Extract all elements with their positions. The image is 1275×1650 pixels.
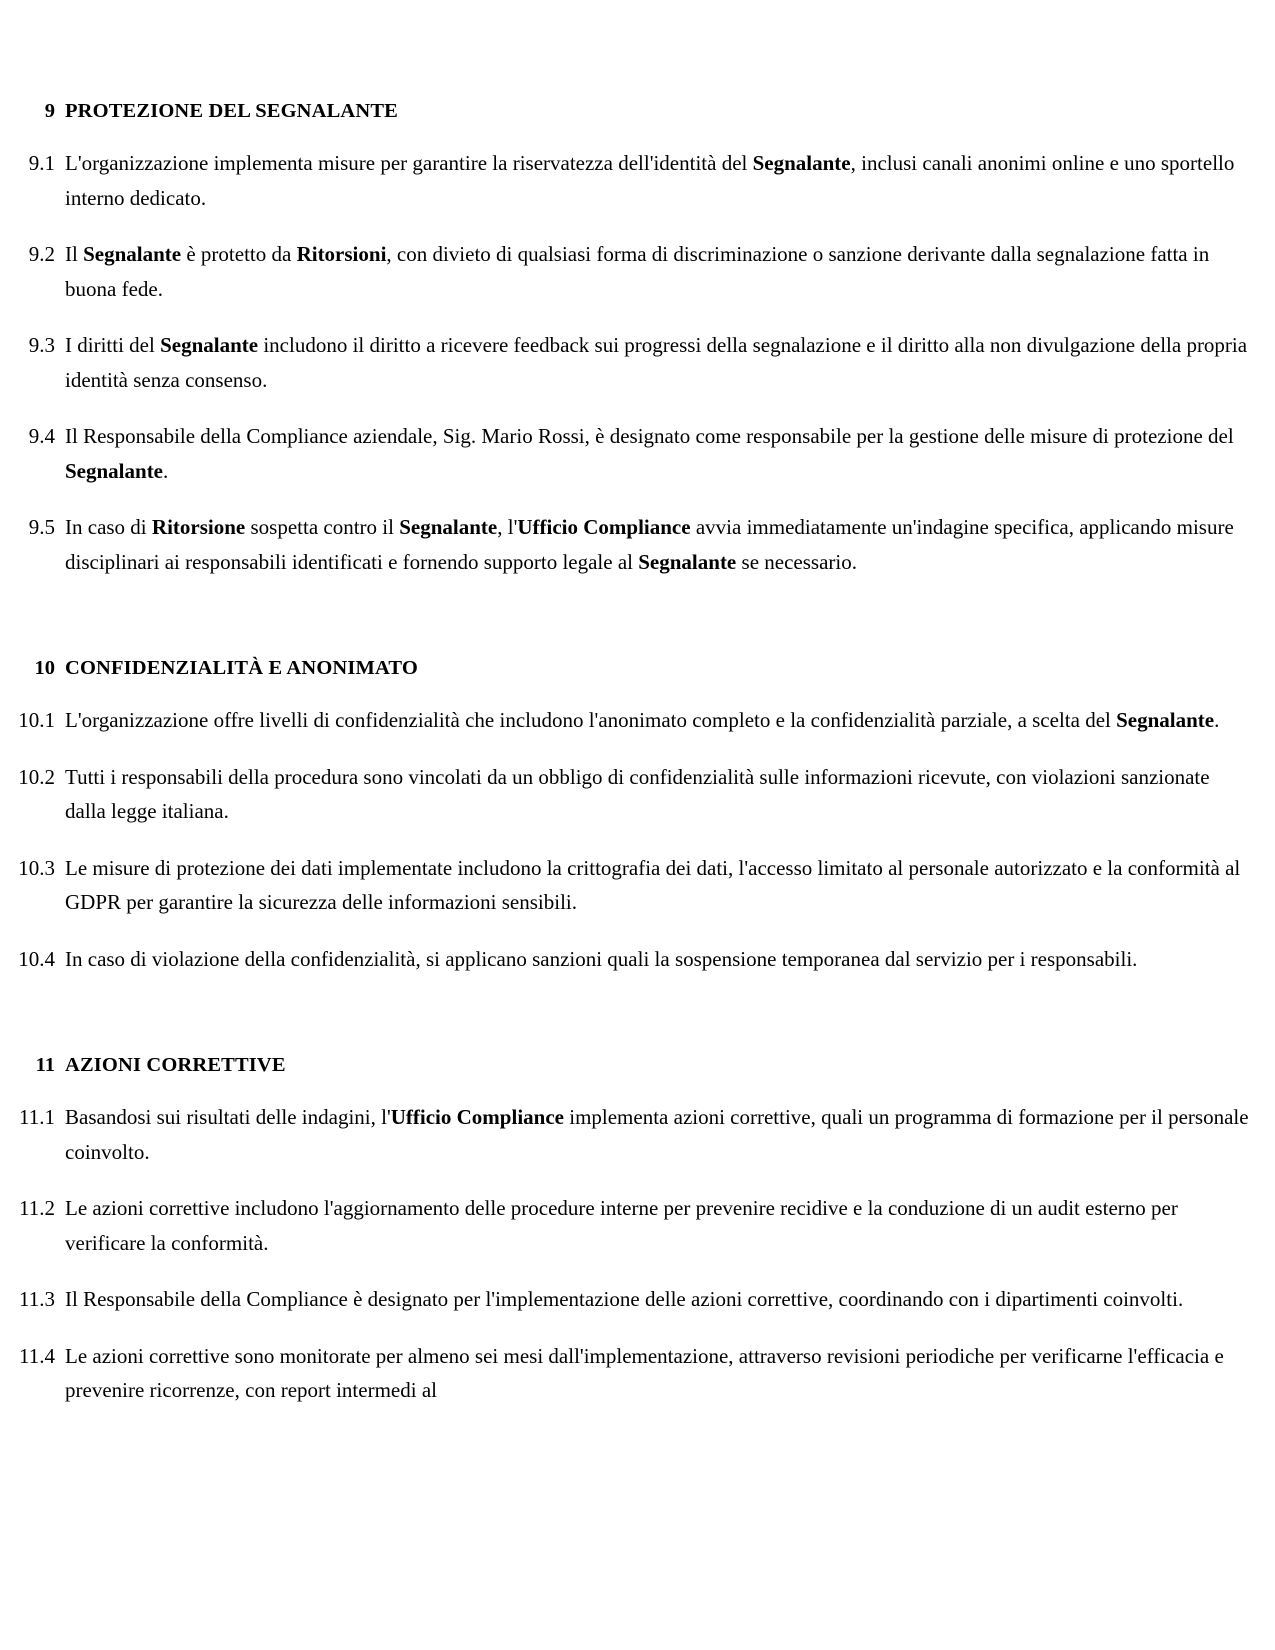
clause-row xyxy=(0,237,1275,306)
section-title: PROTEZIONE DEL SEGNALANTE xyxy=(65,100,398,122)
clause-spacer xyxy=(0,738,1275,760)
clause-text xyxy=(55,237,1275,306)
clause-row xyxy=(0,851,1275,920)
clause-row xyxy=(0,146,1275,215)
defined-term: Ritorsione xyxy=(151,515,246,539)
clause-text-run: Il xyxy=(65,242,84,266)
clause-text xyxy=(55,510,1275,579)
clause-text-run: L'organizzazione offre livelli di confidenzialità che includono l'anonimato completo e la confidenzialità parziale, a scelta del xyxy=(65,708,1117,732)
clause-text xyxy=(55,851,1275,920)
clause-spacer xyxy=(0,397,1275,419)
clause-row xyxy=(0,419,1275,488)
heading-spacer xyxy=(0,1080,1275,1100)
section-spacer xyxy=(0,579,1275,653)
clause-text xyxy=(55,1339,1275,1408)
clause-text xyxy=(55,760,1275,829)
clause-text-run: se necessario. xyxy=(736,549,857,574)
clause-text xyxy=(55,146,1275,215)
clause-text-run: Basandosi sui risultati delle indagini, l' xyxy=(65,1105,391,1129)
clause-text-run: . xyxy=(163,458,169,483)
section-heading xyxy=(0,653,1275,683)
section-number: 9 xyxy=(44,100,55,122)
section-heading xyxy=(0,1050,1275,1080)
section-heading xyxy=(0,96,1275,126)
clause-spacer xyxy=(0,1169,1275,1191)
defined-term: Segnalante xyxy=(1116,708,1215,732)
clause-number: 11.2 xyxy=(19,1196,55,1220)
defined-term: Segnalante xyxy=(752,151,851,175)
clause-number: 11.4 xyxy=(19,1343,55,1368)
clause-text-run: sospetta contro il xyxy=(245,515,400,539)
clause-number: 10.2 xyxy=(18,764,55,789)
clause-text-run: Le azioni correttive sono monitorate per almeno sei mesi dall'implementazione, attraverso revisioni periodiche per verificarne l'efficacia e prevenire ricorrenze, con report intermedi al xyxy=(65,1343,1224,1402)
clause-text-run: Il Responsabile della Compliance è designato per l'implementazione delle azioni correttive, coordinando con i dipartimenti coinvolti. xyxy=(65,1287,1184,1311)
clause-row xyxy=(0,1100,1275,1169)
section-number: 10 xyxy=(34,657,55,679)
clause-number: 10.1 xyxy=(18,708,55,732)
clause-row xyxy=(0,328,1275,397)
clause-text-run: implementa azioni correttive, quali un programma di formazione per il personale coinvolto. xyxy=(65,1105,1249,1164)
clause-spacer xyxy=(0,920,1275,942)
defined-term: Ufficio Compliance xyxy=(517,515,691,539)
section-number: 11 xyxy=(35,1054,55,1076)
clause-text xyxy=(55,328,1275,397)
clause-row xyxy=(0,1282,1275,1317)
heading-spacer xyxy=(0,126,1275,146)
clause-text-run: Le azioni correttive includono l'aggiornamento delle procedure interne per prevenire recidive e la conduzione di un audit esterno per verificare la conformità. xyxy=(65,1196,1178,1255)
clause-text xyxy=(55,942,1275,977)
clause-row xyxy=(0,942,1275,977)
clause-spacer xyxy=(0,215,1275,237)
clause-text-run: L'organizzazione implementa misure per garantire la riservatezza dell'identità del xyxy=(65,151,753,175)
clause-text xyxy=(55,703,1275,738)
clause-number: 10.4 xyxy=(18,946,55,971)
clause-text-run: Le misure di protezione dei dati implementate includono la crittografia dei dati, l'accesso limitato al personale autorizzato e la conformità al GDPR per garantire la sicurezza delle informazioni sensibili. xyxy=(65,855,1241,914)
clause-spacer xyxy=(0,1317,1275,1339)
clause-text-run: , l' xyxy=(497,515,518,539)
clause-number: 9.4 xyxy=(28,424,55,448)
clause-text-run: In caso di violazione della confidenzialità, si applicano sanzioni quali la sospensione temporanea dal servizio per i responsabili. xyxy=(65,946,1138,971)
clause-spacer xyxy=(0,306,1275,328)
clause-number: 11.1 xyxy=(19,1105,55,1129)
heading-spacer xyxy=(0,683,1275,703)
clause-text-run: Il Responsabile della Compliance aziendale, Sig. Mario Rossi, è designato come responsabile per la gestione delle misure di protezione del xyxy=(65,424,1234,448)
clause-number: 11.3 xyxy=(19,1287,55,1311)
clause-text-run: avvia immediatamente un'indagine specifica, applicando misure disciplinari ai responsabili identificati e fornendo supporto legale al xyxy=(65,515,1234,574)
clause-text-run: è protetto da xyxy=(181,242,297,266)
section-title: CONFIDENZIALITÀ E ANONIMATO xyxy=(65,657,418,679)
defined-term: Segnalante xyxy=(83,242,182,266)
section-spacer xyxy=(0,976,1275,1050)
clause-spacer xyxy=(0,829,1275,851)
document-content xyxy=(0,96,1275,1408)
clause-row xyxy=(0,510,1275,579)
clause-row xyxy=(0,703,1275,738)
defined-term: Segnalante xyxy=(399,515,498,539)
defined-term: Segnalante xyxy=(65,458,164,483)
clause-text-run: . xyxy=(1214,708,1220,732)
clause-text-run: , inclusi canali anonimi online e uno sportello interno dedicato. xyxy=(65,151,1235,210)
clause-number: 9.1 xyxy=(28,151,55,175)
clause-text xyxy=(55,1100,1275,1169)
defined-term: Ufficio Compliance xyxy=(390,1105,564,1129)
defined-term: Segnalante xyxy=(638,549,737,574)
clause-row xyxy=(0,760,1275,829)
clause-text xyxy=(55,1282,1275,1317)
clause-spacer xyxy=(0,488,1275,510)
clause-row xyxy=(0,1339,1275,1408)
clause-text xyxy=(55,1191,1275,1260)
clause-spacer xyxy=(0,1260,1275,1282)
clause-number: 10.3 xyxy=(18,855,55,880)
clause-text-run: Tutti i responsabili della procedura sono vincolati da un obbligo di confidenzialità sulle informazioni ricevute, con violazioni sanzionate dalla legge italiana. xyxy=(65,764,1210,823)
section-title: AZIONI CORRETTIVE xyxy=(65,1054,286,1076)
clause-text-run: In caso di xyxy=(65,515,152,539)
defined-term: Ritorsioni xyxy=(296,242,387,266)
clause-text-run: , con divieto di qualsiasi forma di discriminazione o sanzione derivante dalla segnalazione fatta in buona fede. xyxy=(65,242,1210,301)
clause-text xyxy=(55,419,1275,488)
clause-number: 9.3 xyxy=(28,333,55,357)
clause-number: 9.5 xyxy=(28,515,55,539)
clause-number: 9.2 xyxy=(28,242,55,266)
clause-text-run: I diritti del xyxy=(65,333,161,357)
clause-row xyxy=(0,1191,1275,1260)
clause-text-run: includono il diritto a ricevere feedback sui progressi della segnalazione e il diritto alla non divulgazione della propria identità senza consenso. xyxy=(65,333,1248,392)
defined-term: Segnalante xyxy=(160,333,259,357)
